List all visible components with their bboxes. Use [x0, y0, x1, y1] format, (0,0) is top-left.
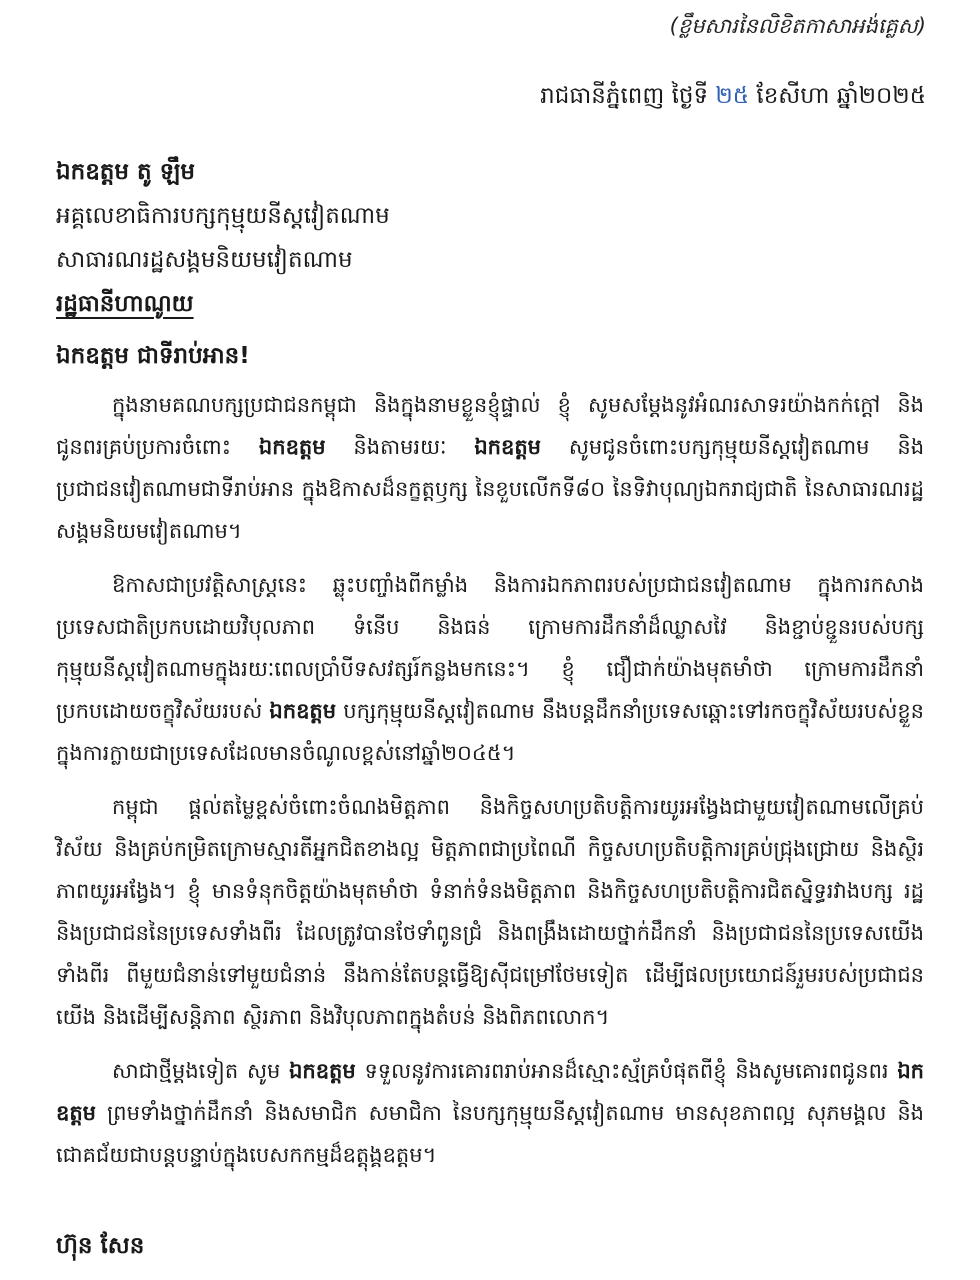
paragraph-2 — [56, 564, 924, 774]
translation-note: (ខ្លឹមសារនៃលិខិតកាសាអង់គ្លេស) — [669, 14, 926, 38]
p1-text-e: សូមជូនចំពោះបក្សកុម្មុយនីស្តវៀតណាម និងប្រជាជនវៀតណាមជាទីរាប់អាន ក្នុងឱកាសដ៏នក្ខត្តឫក្ស នៃខួបលើកទី៨០ នៃទិវាបុណ្យឯករាជ្យជាតិ នៃសាធារណរដ្ឋសង្គមនិយមវៀតណាម។ — [56, 435, 925, 543]
p1-text-a: ក្នុងនាមគណបក្សប្រជាជនកម្ពុជា និងក្នុងនាមខ្លួនខ្ញុំផ្ទាល់ ខ្ញុំ សូមសម្តែងនូវអំណរសាទរយ៉ាងកក់ក្តៅ និងជូនពរគ្រប់ប្រការចំពោះ — [56, 393, 924, 459]
date-suffix: ខែសីហា ឆ្នាំ២០២៥ — [749, 83, 926, 109]
p2-excellency: ឯកឧត្តម — [269, 699, 337, 723]
p3-text-a: កម្ពុជា ផ្តល់តម្លៃខ្ពស់ចំពោះចំណងមិត្តភាព និងកិច្ចសហប្រតិបត្តិការយូរអង្វែងជាមួយវៀតណាមលើគ្រប់វិស័យ និងគ្រប់កម្រិតក្រោមស្មារតីអ្នកជិតខាងល្អ មិត្តភាពជាប្រពៃណី កិច្ចសហប្រតិបត្តិការគ្រប់ជ្រុងជ្រោយ និងស្ថិរភាពយូរអង្វែង។ ខ្ញុំ មានទំនុកចិត្តយ៉ាងមុតមាំថា ទំនាក់ទំនងមិត្តភាព និងកិច្ចសហប្រតិបត្តិការជិតស្និទ្ធរវាងបក្ស រដ្ឋ និងប្រជាជននៃប្រទេសទាំងពីរ ដែលត្រូវបានថែទាំពូនជ្រំ និងពង្រឹងដោយថ្នាក់ដឹកនាំ និងប្រជាជននៃប្រទេសយើងទាំងពីរ ពីមួយជំនាន់ទៅមួយជំនាន់ នឹងកាន់តែបន្តធ្វើឱ្យស៊ីជម្រៅថែមទៀត ដើម្បីផលប្រយោជន៍រួមរបស់ប្រជាជនយើង និងដើម្បីសន្តិភាព ស្ថិរភាព និងវិបុលភាពក្នុងតំបន់ និងពិភពលោក។ — [56, 795, 924, 1029]
p2-text-c: បក្សកុម្មុយនីស្តវៀតណាម នឹងបន្តដឹកនាំប្រទេសឆ្ពោះទៅរកចក្ខុវិស័យរបស់ខ្លួន ក្នុងការក្លាយជាប្រទេសដែលមានចំណូលខ្ពស់នៅឆ្នាំ២០៤៥។ — [56, 699, 924, 765]
paragraph-4 — [56, 1050, 924, 1176]
p1-excellency-1: ឯកឧត្តម — [258, 435, 326, 459]
signature-name: ហ៊ុន សែន — [56, 1233, 145, 1259]
recipient-title: អគ្គលេខាធិការបក្សកុម្មុយនីស្តវៀតណាម — [56, 203, 390, 229]
p2-text-a: ឱកាសជាប្រវត្តិសាស្ត្រនេះ ឆ្លុះបញ្ចាំងពីកម្លាំង និងការឯកភាពរបស់ប្រជាជនវៀតណាម ក្នុងការកសាងប្រទេសជាតិប្រកបដោយវិបុលភាព ទំនើប និងធន់ ក្រោមការដឹកនាំដ៏ឈ្លាសវៃ និងខ្ជាប់ខ្ជួនរបស់បក្សកុម្មុយនីស្តវៀតណាមក្នុងរយៈពេលប្រាំបីទសវត្សរ៍កន្លងមកនេះ។ ខ្ញុំ ជឿជាក់យ៉ាងមុតមាំថា ក្រោមការដឹកនាំប្រកបដោយចក្ខុវិស័យរបស់ — [56, 573, 924, 723]
p4-excellency-2: ឯកឧត្តម — [56, 1059, 925, 1125]
p4-text-e: ព្រមទាំងថ្នាក់ដឹកនាំ និងសមាជិក សមាជិកា នៃបក្សកុម្មុយនីស្តវៀតណាម មានសុខភាពល្អ សុភមង្គល និងជោគជ័យជាបន្តបន្ទាប់ក្នុងបេសកកម្មដ៏ឧត្តុង្គឧត្តម។ — [56, 1101, 924, 1167]
letter-body — [56, 384, 924, 1188]
p4-excellency-1: ឯកឧត្តម — [289, 1059, 356, 1083]
paragraph-1 — [56, 384, 924, 552]
recipient-country: សាធារណរដ្ឋសង្គមនិយមវៀតណាម — [56, 247, 353, 273]
p4-text-c: ទទួលនូវការគោរពរាប់អានដ៏ស្មោះស្ម័គ្របំផុតពីខ្ញុំ និងសូមគោរពជូនពរ — [355, 1059, 898, 1083]
date-line — [540, 76, 926, 116]
paragraph-3 — [56, 786, 924, 1038]
p1-text-c: និងតាមរយៈ — [325, 435, 475, 459]
p4-text-a: សាជាថ្មីម្តងទៀត សូម — [112, 1059, 290, 1083]
p1-excellency-2: ឯកឧត្តម — [474, 435, 541, 459]
salutation: ឯកឧត្តម ជាទីរាប់អាន! — [56, 343, 250, 369]
recipient-city: រដ្ឋធានីហាណូយ — [56, 291, 194, 317]
recipient-block — [56, 150, 926, 326]
date-prefix: រាជធានីភ្នំពេញ ថ្ងៃទី — [540, 83, 716, 109]
recipient-name: ឯកឧត្តម តូ ឡឹម — [56, 159, 195, 185]
date-day: ២៥ — [715, 83, 750, 109]
